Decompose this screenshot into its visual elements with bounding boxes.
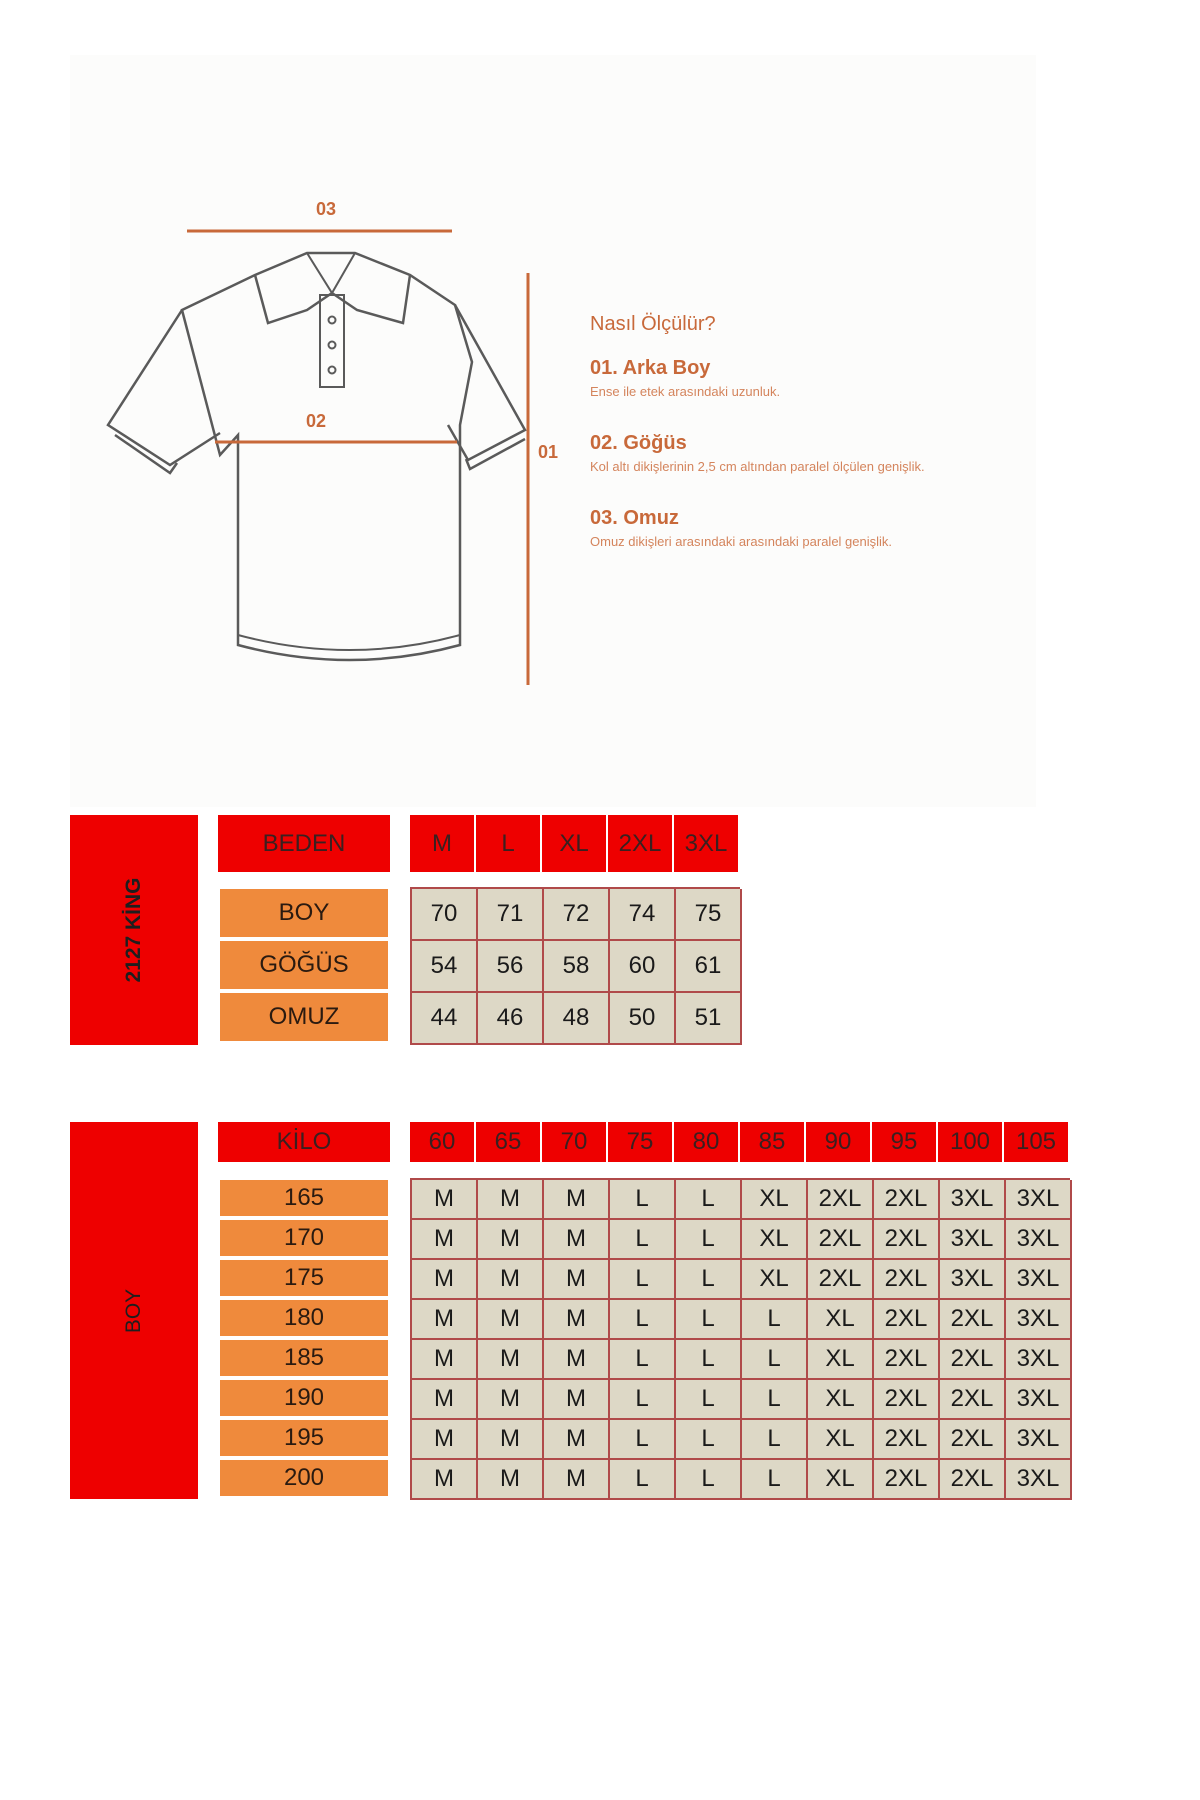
weight-size-cell: XL — [808, 1420, 874, 1460]
weight-size-cell: M — [478, 1460, 544, 1500]
size-value-cell: 75 — [676, 889, 742, 941]
weight-size-cell: L — [610, 1260, 676, 1300]
size-header-cell: 2XL — [608, 815, 674, 872]
height-row-label: 180 — [220, 1300, 388, 1336]
size-row-label: GÖĞÜS — [220, 941, 388, 989]
weight-header-cell: 60 — [410, 1122, 476, 1162]
weight-size-cell: L — [742, 1460, 808, 1500]
weight-size-cell: L — [610, 1340, 676, 1380]
measurement-diagram — [70, 55, 1036, 807]
how-to-measure-panel — [590, 313, 1030, 336]
height-row-label: 200 — [220, 1460, 388, 1496]
weight-header-cell: 85 — [740, 1122, 806, 1162]
weight-size-cell: 2XL — [940, 1460, 1006, 1500]
weight-size-cell: 2XL — [808, 1260, 874, 1300]
weight-size-cell: L — [610, 1180, 676, 1220]
weight-header-label: KİLO — [218, 1122, 390, 1162]
weight-size-cell: L — [676, 1260, 742, 1300]
weight-header-cell: 75 — [608, 1122, 674, 1162]
weight-size-cell: 3XL — [1006, 1420, 1072, 1460]
measure-heading: 03. Omuz — [590, 507, 679, 529]
weight-size-cell: 2XL — [874, 1380, 940, 1420]
weight-size-cell: M — [412, 1380, 478, 1420]
weight-size-cell: M — [412, 1220, 478, 1260]
measure-heading: 01. Arka Boy — [590, 357, 711, 379]
weight-size-cell: 2XL — [874, 1220, 940, 1260]
size-value-cell: 72 — [544, 889, 610, 941]
weight-size-cell: M — [478, 1180, 544, 1220]
weight-size-cell: L — [742, 1380, 808, 1420]
weight-size-cell: M — [412, 1460, 478, 1500]
weight-size-cell: L — [610, 1220, 676, 1260]
weight-size-cell: 2XL — [940, 1300, 1006, 1340]
weight-size-cell: XL — [742, 1220, 808, 1260]
size-table-side-label: 2127 KİNG — [70, 815, 198, 1045]
size-header-cell: M — [410, 815, 476, 872]
weight-size-cell: 2XL — [874, 1340, 940, 1380]
size-value-cell: 70 — [412, 889, 478, 941]
size-row-label: BOY — [220, 889, 388, 937]
size-value-cell: 71 — [478, 889, 544, 941]
weight-size-cell: M — [544, 1300, 610, 1340]
weight-size-cell: 3XL — [940, 1220, 1006, 1260]
weight-size-cell: L — [676, 1340, 742, 1380]
size-value-cell: 56 — [478, 941, 544, 993]
weight-size-cell: XL — [808, 1380, 874, 1420]
weight-size-cell: L — [610, 1460, 676, 1500]
weight-size-cell: 3XL — [1006, 1180, 1072, 1220]
weight-size-cell: M — [478, 1340, 544, 1380]
weight-size-cell: M — [478, 1260, 544, 1300]
weight-size-cell: XL — [808, 1460, 874, 1500]
size-value-cell: 61 — [676, 941, 742, 993]
how-to-measure-title: Nasıl Ölçülür? — [590, 313, 716, 335]
size-value-cell: 44 — [412, 993, 478, 1045]
weight-size-cell: 3XL — [940, 1260, 1006, 1300]
size-value-cell: 50 — [610, 993, 676, 1045]
weight-size-cell: 2XL — [940, 1380, 1006, 1420]
button-icon — [329, 342, 336, 349]
button-icon — [329, 367, 336, 374]
weight-size-cell: M — [412, 1260, 478, 1300]
weight-size-cell: M — [544, 1380, 610, 1420]
weight-size-cell: 2XL — [808, 1220, 874, 1260]
weight-header-cell: 105 — [1004, 1122, 1070, 1162]
weight-size-cell: M — [412, 1300, 478, 1340]
weight-size-cell: M — [544, 1180, 610, 1220]
length-label: 01 — [538, 442, 559, 462]
shoulder-label: 03 — [316, 199, 337, 219]
measure-description: Ense ile etek arasındaki uzunluk. — [590, 384, 781, 399]
size-row-label: OMUZ — [220, 993, 388, 1041]
size-header-cell: 3XL — [674, 815, 740, 872]
measure-item — [590, 507, 1030, 549]
size-value-cell: 46 — [478, 993, 544, 1045]
weight-size-cell: 3XL — [1006, 1380, 1072, 1420]
height-row-label: 175 — [220, 1260, 388, 1296]
weight-size-cell: L — [610, 1420, 676, 1460]
weight-size-cell: M — [412, 1420, 478, 1460]
weight-size-cell: 3XL — [1006, 1340, 1072, 1380]
weight-size-cell: L — [610, 1380, 676, 1420]
weight-header-cell: 90 — [806, 1122, 872, 1162]
weight-size-cell: XL — [742, 1260, 808, 1300]
weight-size-cell: 2XL — [808, 1180, 874, 1220]
size-value-cell: 74 — [610, 889, 676, 941]
measure-description: Omuz dikişleri arasındaki arasındaki paralel genişlik. — [590, 534, 893, 549]
weight-size-cell: M — [412, 1180, 478, 1220]
weight-size-cell: 3XL — [1006, 1300, 1072, 1340]
size-value-cell: 51 — [676, 993, 742, 1045]
measure-heading: 02. Göğüs — [590, 432, 687, 454]
weight-size-cell: L — [676, 1380, 742, 1420]
height-row-label: 195 — [220, 1420, 388, 1456]
weight-size-cell: L — [610, 1300, 676, 1340]
size-header-cell: L — [476, 815, 542, 872]
weight-header-cell: 95 — [872, 1122, 938, 1162]
button-icon — [329, 317, 336, 324]
weight-size-cell: M — [478, 1420, 544, 1460]
weight-size-cell: M — [544, 1420, 610, 1460]
weight-header-cell: 70 — [542, 1122, 608, 1162]
height-row-label: 190 — [220, 1380, 388, 1416]
chest-label: 02 — [306, 411, 327, 431]
weight-size-cell: 3XL — [1006, 1220, 1072, 1260]
size-header-cell: XL — [542, 815, 608, 872]
size-value-cell: 58 — [544, 941, 610, 993]
weight-size-cell: L — [676, 1460, 742, 1500]
weight-size-cell: M — [478, 1220, 544, 1260]
measure-description: Kol altı dikişlerinin 2,5 cm altından paralel ölçülen genişlik. — [590, 459, 925, 474]
weight-size-grid — [410, 1178, 1070, 1500]
height-row-label: 165 — [220, 1180, 388, 1216]
weight-size-cell: 3XL — [1006, 1260, 1072, 1300]
weight-size-cell: M — [544, 1460, 610, 1500]
weight-size-cell: 2XL — [874, 1420, 940, 1460]
weight-size-cell: 2XL — [874, 1260, 940, 1300]
weight-size-cell: M — [478, 1380, 544, 1420]
weight-size-cell: XL — [742, 1180, 808, 1220]
size-value-cell: 60 — [610, 941, 676, 993]
shirt-body-outline — [182, 253, 472, 660]
weight-size-cell: M — [478, 1300, 544, 1340]
weight-size-cell: L — [742, 1300, 808, 1340]
weight-size-cell: 2XL — [874, 1300, 940, 1340]
height-row-label: 185 — [220, 1340, 388, 1376]
size-value-cell: 48 — [544, 993, 610, 1045]
weight-size-cell: 3XL — [1006, 1460, 1072, 1500]
weight-size-cell: 2XL — [874, 1180, 940, 1220]
weight-size-cell: M — [544, 1220, 610, 1260]
weight-size-cell: M — [412, 1340, 478, 1380]
weight-header-cell: 100 — [938, 1122, 1004, 1162]
weight-table-side-label: BOY — [70, 1122, 198, 1499]
weight-size-cell: 3XL — [940, 1180, 1006, 1220]
size-header-label: BEDEN — [218, 815, 390, 872]
size-value-cell: 54 — [412, 941, 478, 993]
weight-header-cell: 65 — [476, 1122, 542, 1162]
weight-size-cell: M — [544, 1340, 610, 1380]
measure-item — [590, 357, 1030, 399]
weight-size-cell: L — [676, 1300, 742, 1340]
weight-size-cell: 2XL — [940, 1340, 1006, 1380]
height-row-label: 170 — [220, 1220, 388, 1256]
size-value-grid — [410, 887, 740, 1045]
weight-header-cell: 80 — [674, 1122, 740, 1162]
weight-size-cell: XL — [808, 1300, 874, 1340]
weight-size-cell: L — [676, 1220, 742, 1260]
polo-shirt-illustration — [70, 55, 1036, 807]
weight-size-cell: L — [676, 1180, 742, 1220]
weight-size-cell: 2XL — [874, 1460, 940, 1500]
weight-size-cell: L — [742, 1420, 808, 1460]
weight-size-cell: 2XL — [940, 1420, 1006, 1460]
weight-size-cell: L — [676, 1420, 742, 1460]
weight-size-cell: XL — [808, 1340, 874, 1380]
measure-item — [590, 432, 1030, 474]
weight-size-cell: L — [742, 1340, 808, 1380]
weight-size-cell: M — [544, 1260, 610, 1300]
